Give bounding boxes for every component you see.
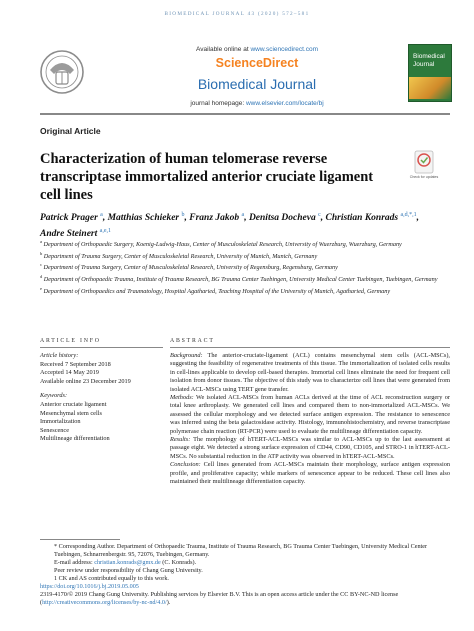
corresponding-author-note: * Corresponding Author. Department of Orthopaedic Trauma, Institute of Trauma Research, BG Trauma Center Tuebingen, University Medical Center Tuebingen, Schnarrenbergstr. 95, 72076, Tuebingen, Germany. <box>54 543 428 558</box>
peer-review-note: Peer review under responsibility of Chang Gung University. <box>54 567 203 574</box>
accepted-date: Accepted 14 May 2019 <box>40 369 99 377</box>
license-link[interactable]: http://creativecommons.org/licenses/by-nc-nd/4.0/ <box>42 599 167 606</box>
sciencedirect-wordmark: ScienceDirect <box>215 56 299 70</box>
affiliations <box>40 238 440 296</box>
email-link[interactable]: christian.konrads@gmx.de <box>94 559 161 566</box>
keyword: Senescence <box>40 426 70 434</box>
affiliation: $^a$ Department of Orthopaedic Surgery, Koenig-Ludwig-Haus, Center of Musculoskeletal Research, University of Wuerzburg, Wuerzburg, Germany <box>40 239 402 249</box>
article-info-divider <box>40 347 163 348</box>
keyword: Multilineage differentiation <box>40 435 110 443</box>
affiliation: $^b$ Department of Trauma Surgery, Center of Musculoskeletal Research, University of Munich, Munich, Germany <box>40 250 318 260</box>
check-for-updates-label[interactable]: Check for updates <box>409 175 439 179</box>
elsevier-logo <box>38 48 86 96</box>
abstract-heading: ABSTRACT <box>170 338 215 344</box>
keyword: Anterior cruciate ligament <box>40 400 107 408</box>
journal-title: Biomedical Journal <box>197 76 317 92</box>
abstract-conclusion: Conclusion: Cell lines generated from ACL-MSCs maintain their morphology, surface antigen expression profile, and proliferative capacity; while markers of senescence appear to be reduced. These cell lines also maintained their multilineage differentiation capacity. <box>170 461 450 486</box>
keyword: Mesenchymal stem cells <box>40 409 102 417</box>
homepage-prefix: journal homepage: <box>190 100 246 107</box>
received-date: Received 7 September 2018 <box>40 360 111 368</box>
abstract-results: Results: The morphology of hTERT-ACL-MSCs was similar to ACL-MSCs up to the last assessment at passage eight. We detected a strong surface expression of CD44, CD90, CD105, and STRO-1 in hTERT-ACL-MSCs. No substantial reduction in the ATP activity was observed in hTERT-ACL-MSCs. <box>170 436 450 460</box>
cover-title-line2: Journal <box>413 60 435 68</box>
author[interactable]: Franz Jakob $^a$ <box>189 212 245 224</box>
author[interactable]: Andre Steinert $^{a,e,1}$ <box>40 228 111 240</box>
homepage-link[interactable]: www.elsevier.com/locate/bj <box>245 100 324 107</box>
abstract-body <box>170 352 450 487</box>
running-header: BIOMEDICAL JOURNAL 43 (2020) 572–581 <box>164 11 310 17</box>
paper-title: Characterization of human telomerase reverse transcriptase immortalized anterior cruciate ligament cell lines <box>40 151 374 203</box>
footnote-divider <box>40 539 120 540</box>
article-info-heading: ARTICLE INFO <box>40 338 101 344</box>
available-online <box>108 46 406 53</box>
cover-title <box>413 53 445 68</box>
journal-homepage <box>108 100 406 107</box>
check-for-updates-icon[interactable] <box>414 150 434 174</box>
author[interactable]: Denitsa Docheva $^c$ <box>248 212 321 224</box>
available-prefix: Available online at <box>195 46 251 53</box>
abstract-methods: Methods: We isolated ACL-MSCs from human ACLs derived at the time of ACL reconstruction surgery or total knee arthroplasty. We generated cell lines and compared them to non-immortalized ACL-MSCs. We assessed the cellular morphology and we detected surface antigen expression. The resistance to senescence was inferred using the beta galactosidase activity. Histology, immunohistochemistry, and reverse transcriptase polymerase chain reaction (RT-PCR) were used to evaluate the multilineage differentiation capacity. <box>170 394 450 435</box>
abstract-background: Background: The anterior-cruciate-ligament (ACL) contains mesenchymal stem cells (ACL-MSCs), suggesting the feasibility of regenerative treatments of this tissue. The immortalization of isolated cells results in cell-lines applicable to develop cell-based therapies. Immortal cell lines eliminate the need for frequent cell isolation from donor tissues. The objective of this study was to characterize cell lines that were generated from isolated ACL-MSCs using TERT gene transfer. <box>170 352 450 393</box>
affiliation: $^c$ Department of Trauma Surgery, Center of Musculoskeletal Research, University of Regensburg, Regensburg, Germany <box>40 262 338 272</box>
journal-cover-thumbnail <box>408 44 452 102</box>
author[interactable]: Patrick Prager $^a$ <box>40 212 103 224</box>
footnotes <box>40 543 450 607</box>
article-type: Original Article <box>40 126 101 136</box>
author[interactable]: Christian Konrads $^{a,d,*,1}$ <box>325 212 417 224</box>
affiliation: $^e$ Department of Orthopaedics and Traumatology, Hospital Agatharied, Teaching Hospital of the University of Munich, Agatharied, Germany <box>40 285 391 295</box>
masthead-divider <box>40 113 450 115</box>
affiliation: $^d$ Department of Orthopaedic Trauma, Institute of Trauma Research, BG Trauma Center Tuebingen, University Medical Center Tuebingen, Tuebingen, Germany <box>40 273 438 284</box>
email-note: E-mail address: christian.konrads@gmx.de (C. Konrads). <box>54 559 197 566</box>
keyword: Immortalization <box>40 418 81 426</box>
author-list: Patrick Prager $^a$, Matthias Schieker $^b$, Franz Jakob $^a$, Denitsa Docheva $^c$, Christian Konrads $^{a,d,*,1}$, Andre Steinert $^{a,e,1}$ <box>40 212 420 240</box>
article-info <box>40 352 163 444</box>
cover-title-line1: Biomedical <box>413 53 445 60</box>
cover-artwork <box>409 77 451 99</box>
online-date: Available online 23 December 2019 <box>40 377 131 385</box>
keywords-label: Keywords: <box>40 392 68 400</box>
author[interactable]: Matthias Schieker $^b$ <box>107 212 185 224</box>
license-note: 2319-4170/© 2019 Chang Gung University. Publishing services by Elsevier B.V. This is an open access article under the CC BY-NC-ND license (http://creativecommons.org/licenses/by-nc-nd/4.0/). <box>40 591 399 606</box>
sciencedirect-link[interactable]: www.sciencedirect.com <box>250 46 318 53</box>
abstract-divider <box>170 347 450 348</box>
doi-link[interactable]: https://doi.org/10.1016/j.bj.2019.05.005 <box>40 583 139 590</box>
history-label: Article history: <box>40 352 79 359</box>
equal-contribution-note: 1 CK and AS contributed equally to this work. <box>54 575 169 582</box>
